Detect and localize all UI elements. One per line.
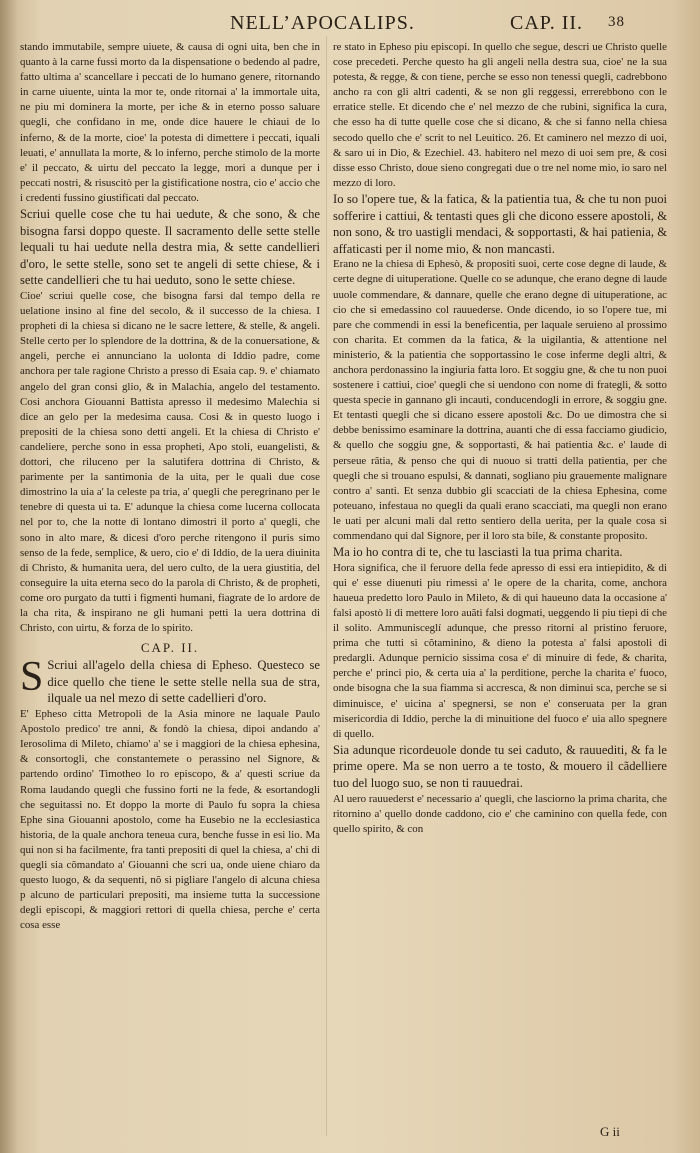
chapter-heading: CAP. II. bbox=[140, 640, 200, 656]
commentary-paragraph: E' Epheso citta Metropoli de la Asia minore ne laquale Paulo Apostolo predico' tre anni, & fondò la chiesa, dipoi andando a' Ierosolima di Mileto, chiamo' a' se i maggiori de la chiesa ephesina, & consortogli, che constantemete o perassino nel Signore, & partendo ordino' Timotheo lo ro episcopo, & a' questi scriue da Roma laudando quegli che fussino forti ne la fede, & esortandogli che seguitassi no. Et doppo la morte di Paulo fu sopra la chiesa Ephe sina Giouanni apostolo, come ha Eusebio ne la ecclesiastica historia, de la quale anchora teneua cura, benche fusse in esi lio. Ma qui non si ha facilmente, fra tanti prepositi di quel la chiesa, a' chi di quegli sia cõmandato a' Giouanni che scri ua, onde uiene chiaro da questo luogo, & da sequenti, nõ si pigliare l'angelo di alcuna chiesa p alcuno de particulari prepositi, ma insieme tutta la successione degli episcopi, & maggiori rettori di quella chiesa, perche e' certa cosa esse bbox=[20, 708, 320, 932]
chapter-label: CAP. II. bbox=[510, 12, 584, 34]
scripture-verse: Ma io ho contra di te, che tu lasciasti la tua prima charita. bbox=[333, 545, 623, 560]
right-column bbox=[333, 40, 667, 1130]
commentary-paragraph: Al uero rauuederst e' necessario a' quegli, che lasciorno la prima charita, che ritornino a' quello donde caddono, cio e' che caminino con quella fede, con quello spirito, & con bbox=[333, 792, 667, 835]
left-column bbox=[20, 40, 320, 1130]
scripture-verse bbox=[20, 654, 320, 707]
binding-shadow bbox=[0, 0, 18, 1153]
signature-mark: G ii bbox=[600, 1124, 620, 1139]
commentary-paragraph: Cioe' scriui quelle cose, che bisogna farsi dal tempo della re uelatione insino al fine del secolo, & il successo de la chiesa. I propheti di la chiesa si dicano ne le sacre lettere, & stelle, & angeli. Stelle certo per lo splendore de la dottrina, & de la conuersatione, & angeli, perche ei annunciano la uolonta di Iddio padre, come anchora per tale ragione Christo a presso di Esaia cap. 9. e' chiamato angelo del gran consi glio, & in Malachia, angelo del testamento. Cosi anchora Giouanni Battista apresso il medesimo Malechia si dice an gelo per la medesima causa. Cosi & in questo luogo i prepositi de la chiesa sono detti angeli. Et la chiesa di Christo e' candeliere, perche sono in essa propheti, Apo stoli, euangelisti, & dottori, che riluceno per la salutifera dottrina di Christo, & parimente per la santimonia de la uita, per le quali due cose dimostrino la uia a' la celeste pa tria, a' quegli che peregrinano per le tenebre di questa ui ta. E' adunque la chiesa come lucerna collocata nel por to, che la notte di lontano dimostri il porto a' quegli, che sono in alto mare, & dicesi d'oro perche ritengono il puris simo senso de la fede, semplice, & uero, cio e' di Iddio, de la uera diuinita di Christo, & humanita uera, del uero culto, de la uera giustitia, del conseguire la uita eterna seco do la parola di Christo, & de propheti, come oro purgato da tutti i figmenti humani, fiagrate de lo ardore de la cha rita, & inspirano ne gli humani petti la uera dottrina di Christo, con uirtu, & forza de lo spirito. bbox=[20, 290, 320, 635]
commentary-paragraph: stando immutabile, sempre uiuete, & causa di ogni uita, ben che in quanto à la carne fussi morto da la dispensatione o bedendo al padre, fatto ultima a' scancellare i peccati de lo humano genere, ritornando in carne uiuente, uinta la mor te, onde ritornai a' la immortale uita, ne piu mi dominera la morte, per iche & in eterno posso saluare quegli, che confidano in me, onde dice hauere le chiaui de lo inferno, & de la morte, cioe' la potesta di dimettere i peccati, iquali leuati, e' annullata la morte, & lo inferno, perche stimolo de la morte e' il peccato, & uirtu del peccato la legge, mori a dunque per i peccati nostri, & risuscitò per la gistificatione nostra, cio e' accio che i credenti fussino giustificati dal peccato. bbox=[20, 41, 320, 204]
scripture-verse: Sia adunque ricordeuole donde tu sei caduto, & rauuediti, & fa le prime opere. Ma se non uerro a te tosto, & mouero il cãdelliere tuo del luogo suo, se non ti rauuedrai. bbox=[333, 742, 667, 790]
commentary-paragraph: Hora significa, che il feruore della fede apresso di essi era intiepidito, & di qui e' esse diuenuti piu rimessi a' le opere de la charita, come, anchora haueua predetto loro Paulo in Mileto, & di qui haueuno data la occasione a' falsi apostò li di mettere loro auãti falsi dogmati, ueggendo li piu tiepi di che il solito. Ammunisceglí adunque, che presso ritorni al pristino feruore, prima che tutti si cõtaminino, & dieno la potesta a' falsi apostoli di predargli. Adunque pernicio sissima cosa e' di minuire di fede, & charita, perche e' princi pio, & certa uia a' la perditione, perche la charita e' fuoco, onde bisogna che la sua fiamma si accresca, & non diminui sca, perche se si diminuisce, e' uicina a' spegnersi, se non e' conseruata per la gran misericordia di Iddio, perche la di minuitione del fuoco e' uia allo spegnere di quello. bbox=[333, 561, 667, 740]
commentary-paragraph: Erano ne la chiesa di Ephesò, & propositi suoi, certe cose degne di laude, & certe degne di uituperatione. Quelle co se adunque, che erano degne di laude uuole commendare, & dannare, quelle che erano degne di uituperatione, ac cio che si emedassino col rauuederse. Onde dicendo, io so l'opere tue, mi pare che commendi in essi la beneficentia, per laquale seruieno al prossimo con charita. Et commen da la fatica, & la uigilantia, & attentione nel ministerio, & la patientia che sopportassino le cose inferme degli altri, & anchora perdonassino la ingiuria fatta loro. Et soggiu gne, & che tu non puoi sostenere i cattiui, cioe' quegli che si uendono con nome di frategli, & sotto questa specie in gannano gli incauti, conducendogli in errore, & soggiu gne. Et tentasti quegli che si dicano essere apostoli &c. Do ue dimostra che si debbe benissimo esaminare la dottrina, auanti che di essa facciamo giudicio, & quello che soggiu gne, & sopportasti, & hai patientia &c. e' laude di perseue rãtia, & penso che qui di nuouo si tratti della patientia, per che quegli che si trouano espulsi, & dannati, sogliano piu grauemente malignare contro a' santi. Et senza dubbio gli scacciati de la chiesa Ephesina, come poteuano, infestaua no quegli da quali erano scacciati, ma quegli non erano le uati per alcuni mali dal retto sentiero della uerita, per la quale cosa si commendano qui dal Signore, per il loro sta bile, & constante proposito. bbox=[333, 258, 667, 542]
running-head bbox=[230, 10, 680, 38]
scripture-verse: Scriui quelle cose che tu hai uedute, & che sono, & che bisogna farsi doppo queste. Il sacramento delle sette stelle lequali tu hai uedute nella destra mia, & sette candellieri d'oro, le sette stelle, sono set te angeli di sette chiese, & i sette candellieri che tu hai ueduto, sono le sette chiese. bbox=[20, 207, 320, 288]
chapter-opening-verse: Scriui all'agelo della chiesa di Epheso. Questeco se dice quello che tiene le sette stelle nella sua de stra, ilquale ua nel mezo di sette cadellieri d'oro. bbox=[47, 658, 320, 706]
commentary-paragraph: re stato in Epheso piu episcopi. In quello che segue, descri ue Christo quelle cose precedeti. Perche questo ha gli angeli nella destra sua, cioe' ne la sua potesta, & regge, & con tiene, perche se esso non tenessi quegli, cadrebbono ancho ra con gli altri cadenti, & se non gli reggessi, errerebbono con le erratice stelle. Et dicendo che e' nel mezzo de che rubini, significa la cura, che esso ha di tutte quelle cose che si dicano, & che si fanno nella chiesa secodo quello che e' scrit to nel Leuitico. 26. Et caminero nel mezzo di uoi, & saro ui in Dio, & Ezechiel. 43. habitero nel mezo di uoi sem pre, & cosi disse esso Christo, doue sieno congregati due o tre nel nome mio, io saro nel mezzo di loro. bbox=[333, 41, 667, 189]
drop-cap: S bbox=[20, 654, 44, 701]
column-gutter bbox=[326, 36, 327, 1136]
running-title: NELL’APOCALIPS. bbox=[230, 12, 415, 34]
folio-number: 38 bbox=[608, 14, 625, 30]
scripture-verse: Io so l'opere tue, & la fatica, & la patientia tua, & che tu non puoi sofferire i cattiui, & tentasti ques gli che dicono essere apostoli, & non sono, & tro uastigli mendaci, & sopportasti, & hai patienia, & affaticasti per il nome mio, & non mancasti. bbox=[333, 191, 667, 256]
